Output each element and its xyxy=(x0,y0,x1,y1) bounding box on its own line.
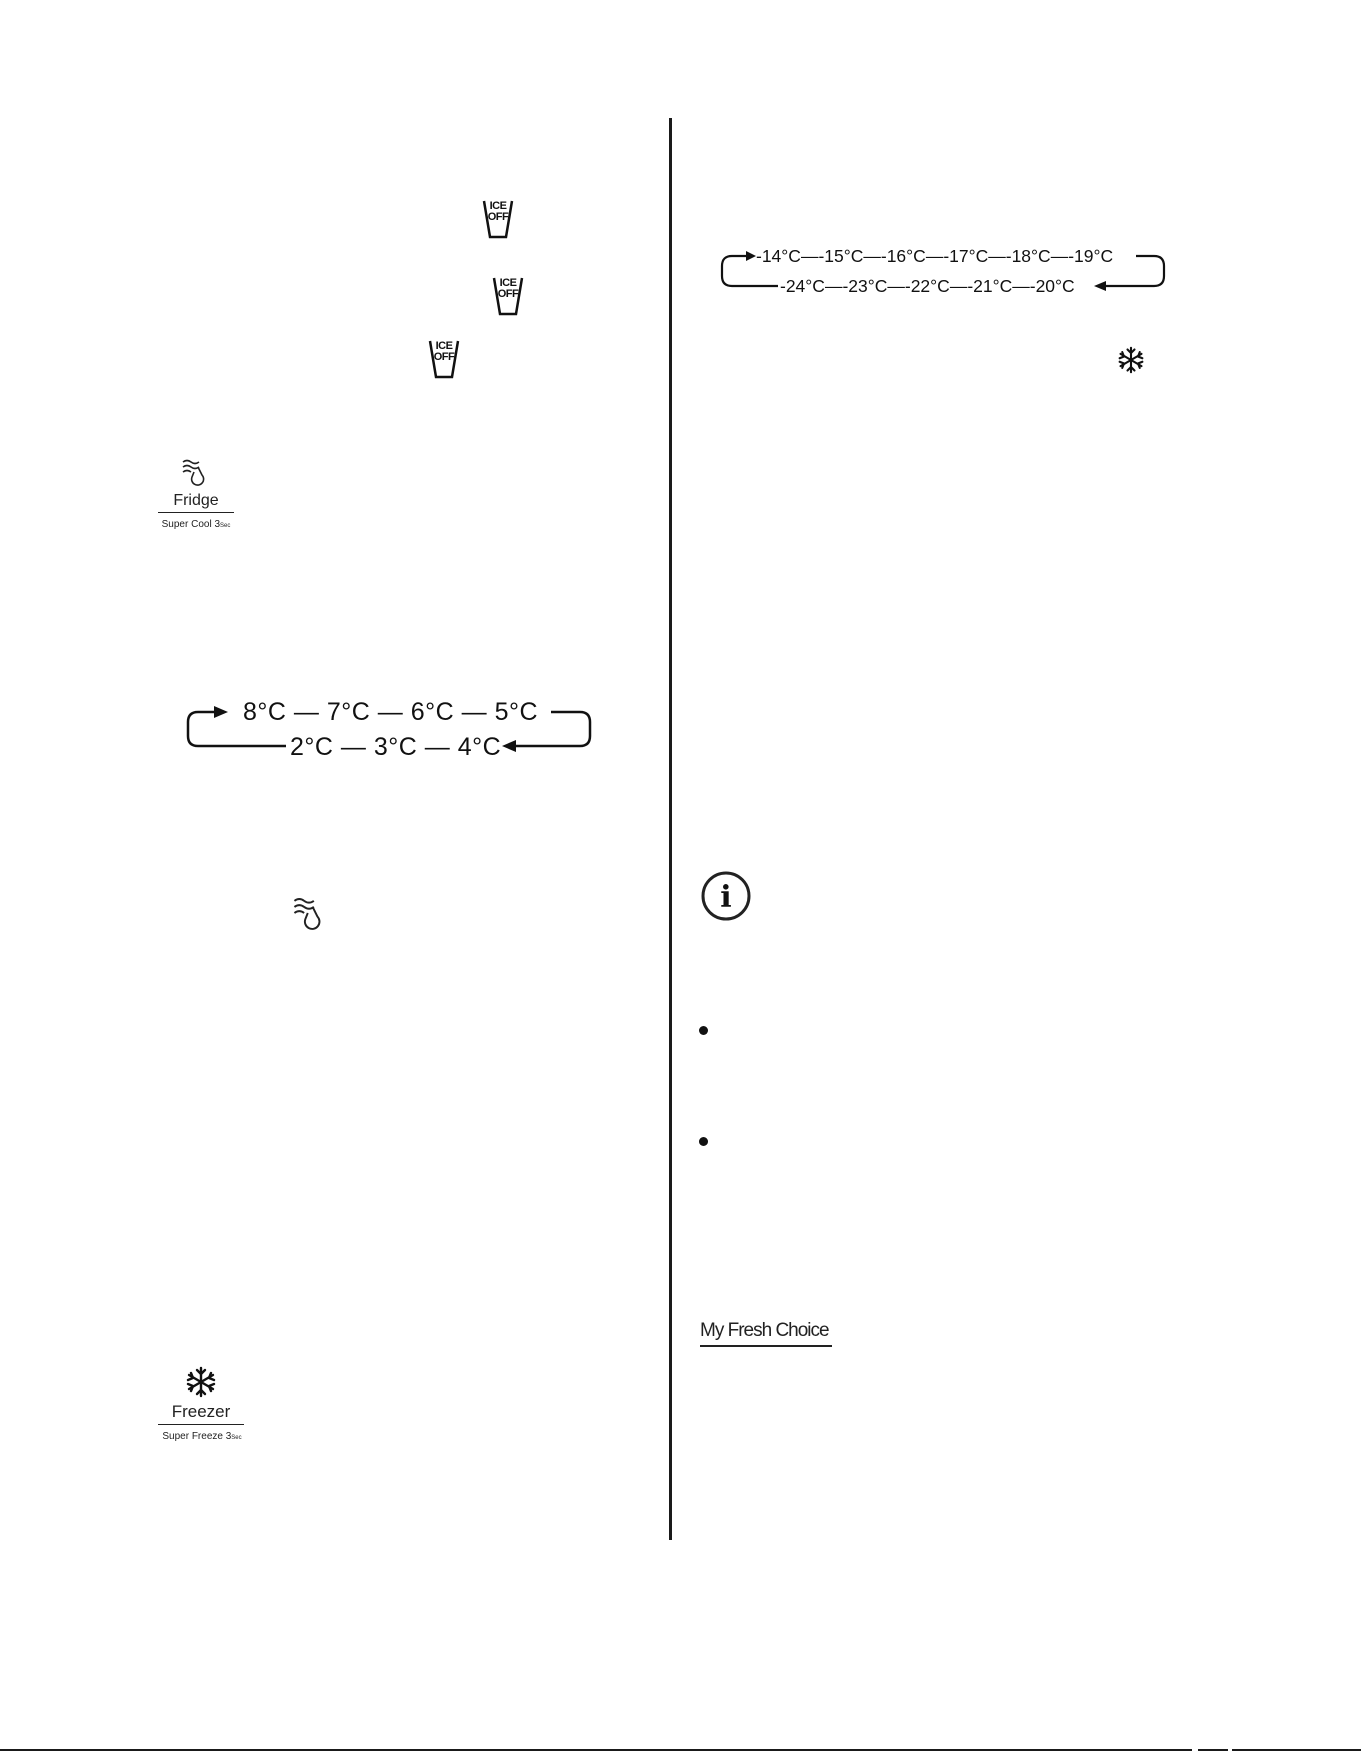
fridge-temp: 5°C xyxy=(494,698,539,726)
info-glyph: i xyxy=(720,880,732,915)
cycle-dash: — xyxy=(863,246,881,266)
freezer-temp: -14°C xyxy=(756,246,801,266)
snowflake-icon xyxy=(1117,346,1145,374)
freezer-temp: -24°C xyxy=(780,276,825,296)
freezer-label: Freezer xyxy=(171,1402,231,1421)
cycle-dash: — xyxy=(377,698,411,726)
fridge-sublabel-unit: Sec xyxy=(220,523,231,529)
super-cool-icon xyxy=(292,896,326,930)
freezer-label-rule xyxy=(158,1424,244,1425)
freezer-temp: -22°C xyxy=(904,276,950,296)
fridge-temp: 6°C xyxy=(410,698,455,726)
ice-off-icon xyxy=(480,197,516,241)
cycle-dash: — xyxy=(988,246,1006,266)
cycle-dash: — xyxy=(1050,246,1069,266)
ice-off-line2: OFF xyxy=(497,288,519,300)
cycle-dash: — xyxy=(824,276,843,296)
cycle-dash: — xyxy=(340,733,374,761)
fridge-temp: 8°C xyxy=(243,698,287,726)
freezer-sublabel-text: Super Freeze 3 xyxy=(162,1431,232,1442)
bullet xyxy=(699,1026,708,1035)
cycle-dash: — xyxy=(800,246,819,266)
freezer-temp: -23°C xyxy=(842,276,888,296)
fridge-label-rule xyxy=(158,512,234,513)
freezer-sublabel-unit: Sec xyxy=(231,1435,242,1441)
ice-off-line1: ICE xyxy=(435,340,453,352)
fridge-temp: 7°C xyxy=(326,698,371,726)
brand-rule xyxy=(700,1345,832,1347)
freezer-temp: -16°C xyxy=(880,246,926,266)
fridge-sublabel-text: Super Cool 3 xyxy=(161,519,221,530)
freezer-temp: -17°C xyxy=(943,246,989,266)
cycle-dash: — xyxy=(461,698,495,726)
cycle-dash: — xyxy=(293,698,327,726)
footer-page-mark xyxy=(1198,1749,1228,1751)
freezer-temp: -20°C xyxy=(1029,276,1075,296)
fridge-temp: 2°C xyxy=(290,733,334,761)
column-divider xyxy=(669,118,672,1540)
snowflake-icon xyxy=(185,1366,217,1398)
ice-off-line1: ICE xyxy=(499,277,517,289)
cycle-dash: — xyxy=(424,733,458,761)
freezer-temp: -15°C xyxy=(818,246,864,266)
brand-logo-text: My Fresh Choice xyxy=(700,1320,829,1341)
cycle-dash: — xyxy=(887,276,905,296)
fridge-label: Fridge xyxy=(173,492,219,509)
fridge-cycle-bottom xyxy=(290,733,501,762)
ice-off-line2: OFF xyxy=(433,351,455,363)
freezer-cycle-bottom xyxy=(780,276,1075,297)
freezer-temp: -21°C xyxy=(967,276,1013,296)
footer-rule xyxy=(0,1749,1361,1751)
freezer-temp: -18°C xyxy=(1005,246,1051,266)
cycle-dash: — xyxy=(1012,276,1030,296)
cycle-dash: — xyxy=(925,246,944,266)
fridge-temp: 4°C xyxy=(457,733,502,761)
fridge-cycle-top xyxy=(243,698,538,727)
fridge-sublabel xyxy=(150,514,242,532)
super-cool-icon xyxy=(182,458,208,486)
ice-off-icon xyxy=(490,274,526,318)
ice-off-icon xyxy=(426,337,462,381)
freezer-sublabel xyxy=(150,1426,254,1444)
freezer-cycle-top xyxy=(756,246,1113,267)
fridge-temp: 3°C xyxy=(373,733,418,761)
ice-off-line2: OFF xyxy=(487,211,509,223)
ice-off-line1: ICE xyxy=(489,200,507,212)
cycle-dash: — xyxy=(949,276,968,296)
bullet xyxy=(699,1137,708,1146)
info-icon xyxy=(700,870,752,922)
freezer-temp: -19°C xyxy=(1068,246,1114,266)
